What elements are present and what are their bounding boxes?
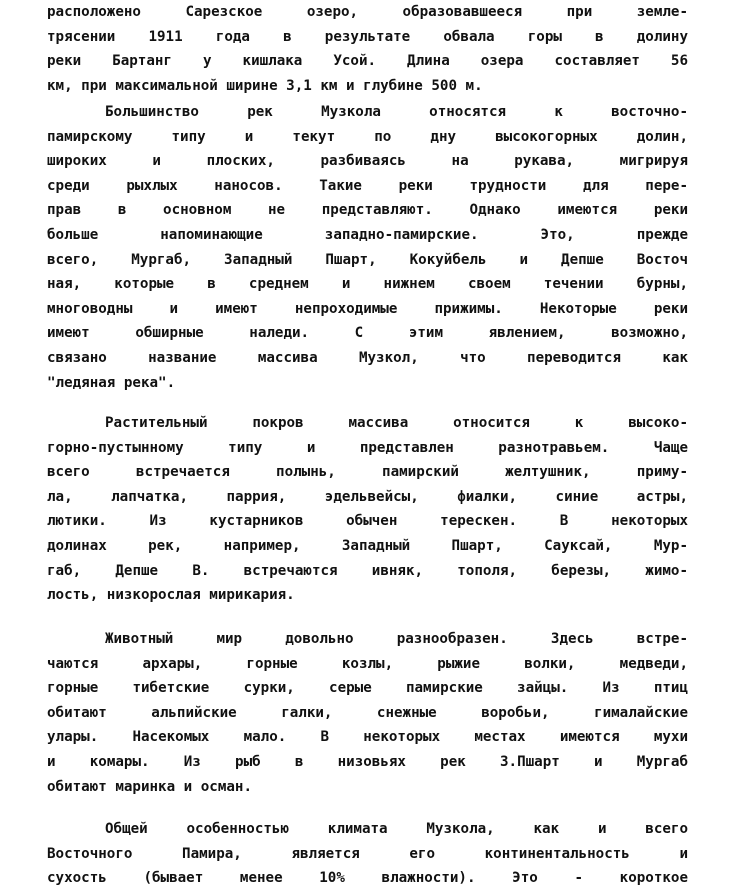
text-line: Восточного Памира, является его континентальность и: [47, 845, 688, 862]
text-line: ла, лапчатка, паррия, эдельвейсы, фиалки, синие астры,: [47, 488, 688, 505]
text-line: трясении 1911 года в результате обвала горы в долину: [47, 28, 688, 45]
text-line: горно-пустынному типу и представлен разнотравьем. Чаще: [47, 439, 688, 456]
text-line: Общей особенностью климата Музкола, как и всего: [105, 821, 688, 837]
paragraph-vegetation: [47, 411, 688, 608]
text-line: Растительный покров массива относится к высоко-: [105, 415, 688, 431]
paragraph-fauna: [47, 627, 688, 799]
text-line: среди рыхлых наносов. Такие реки трудности для пере-: [47, 177, 688, 194]
paragraph-lake: [47, 0, 688, 98]
text-line: лость, низкорослая мирикария.: [47, 587, 295, 604]
text-line: и комары. Из рыб в низовьях рек З.Пшарт и Мургаб: [47, 753, 688, 770]
text-line: всего, Мургаб, Западный Пшарт, Кокуйбель и Депше Восточ: [47, 251, 688, 268]
text-line: связано название массива Музкол, что переводится как: [47, 349, 688, 366]
text-line: "ледяная река".: [47, 374, 176, 391]
text-line: габ, Депше В. встречаются ивняк, тополя, березы, жимо-: [47, 562, 688, 579]
text-line: больше напоминающие западно-памирские. Это, прежде: [47, 226, 688, 243]
text-line: км, при максимальной ширине 3,1 км и глубине 500 м.: [47, 77, 483, 94]
text-line: горные тибетские сурки, серые памирские зайцы. Из птиц: [47, 680, 688, 697]
text-line: памирскому типу и текут по дну высокогорных долин,: [47, 128, 688, 145]
text-line: обитают альпийские галки, снежные воробьи, гималайские: [47, 704, 688, 721]
text-line: чаются архары, горные козлы, рыжие волки, медведи,: [47, 655, 688, 672]
text-line: Большинство рек Музкола относятся к восточно-: [105, 104, 688, 120]
text-line: всего встречается полынь, памирский желтушник, приму-: [47, 464, 688, 481]
text-line: Животный мир довольно разнообразен. Здесь встре-: [105, 631, 688, 647]
text-line: сухость (бывает менее 10% влажности). Это - короткое: [47, 870, 688, 887]
text-line: обитают маринка и осман.: [47, 778, 252, 795]
paragraph-climate: [47, 817, 688, 891]
text-line: расположено Сарезское озеро, образовавшееся при земле-: [47, 4, 688, 20]
text-line: реки Бартанг у кишлака Усой. Длина озера составляет 56: [47, 53, 688, 70]
text-line: широких и плоских, разбиваясь на рукава, мигрируя: [47, 153, 688, 170]
text-line: ная, которые в среднем и нижнем своем течении бурны,: [47, 276, 688, 293]
text-line: лютики. Из кустарников обычен терескен. В некоторых: [47, 513, 688, 530]
text-line: прав в основном не представляют. Однако имеются реки: [47, 202, 688, 219]
text-line: имеют обширные наледи. С этим явлением, возможно,: [47, 325, 688, 342]
paragraph-rivers: [47, 100, 688, 395]
text-line: многоводны и имеют непроходимые прижимы. Некоторые реки: [47, 300, 688, 317]
text-line: долинах рек, например, Западный Пшарт, Сауксай, Мур-: [47, 537, 688, 554]
text-line: улары. Насекомых мало. В некоторых местах имеются мухи: [47, 729, 688, 746]
